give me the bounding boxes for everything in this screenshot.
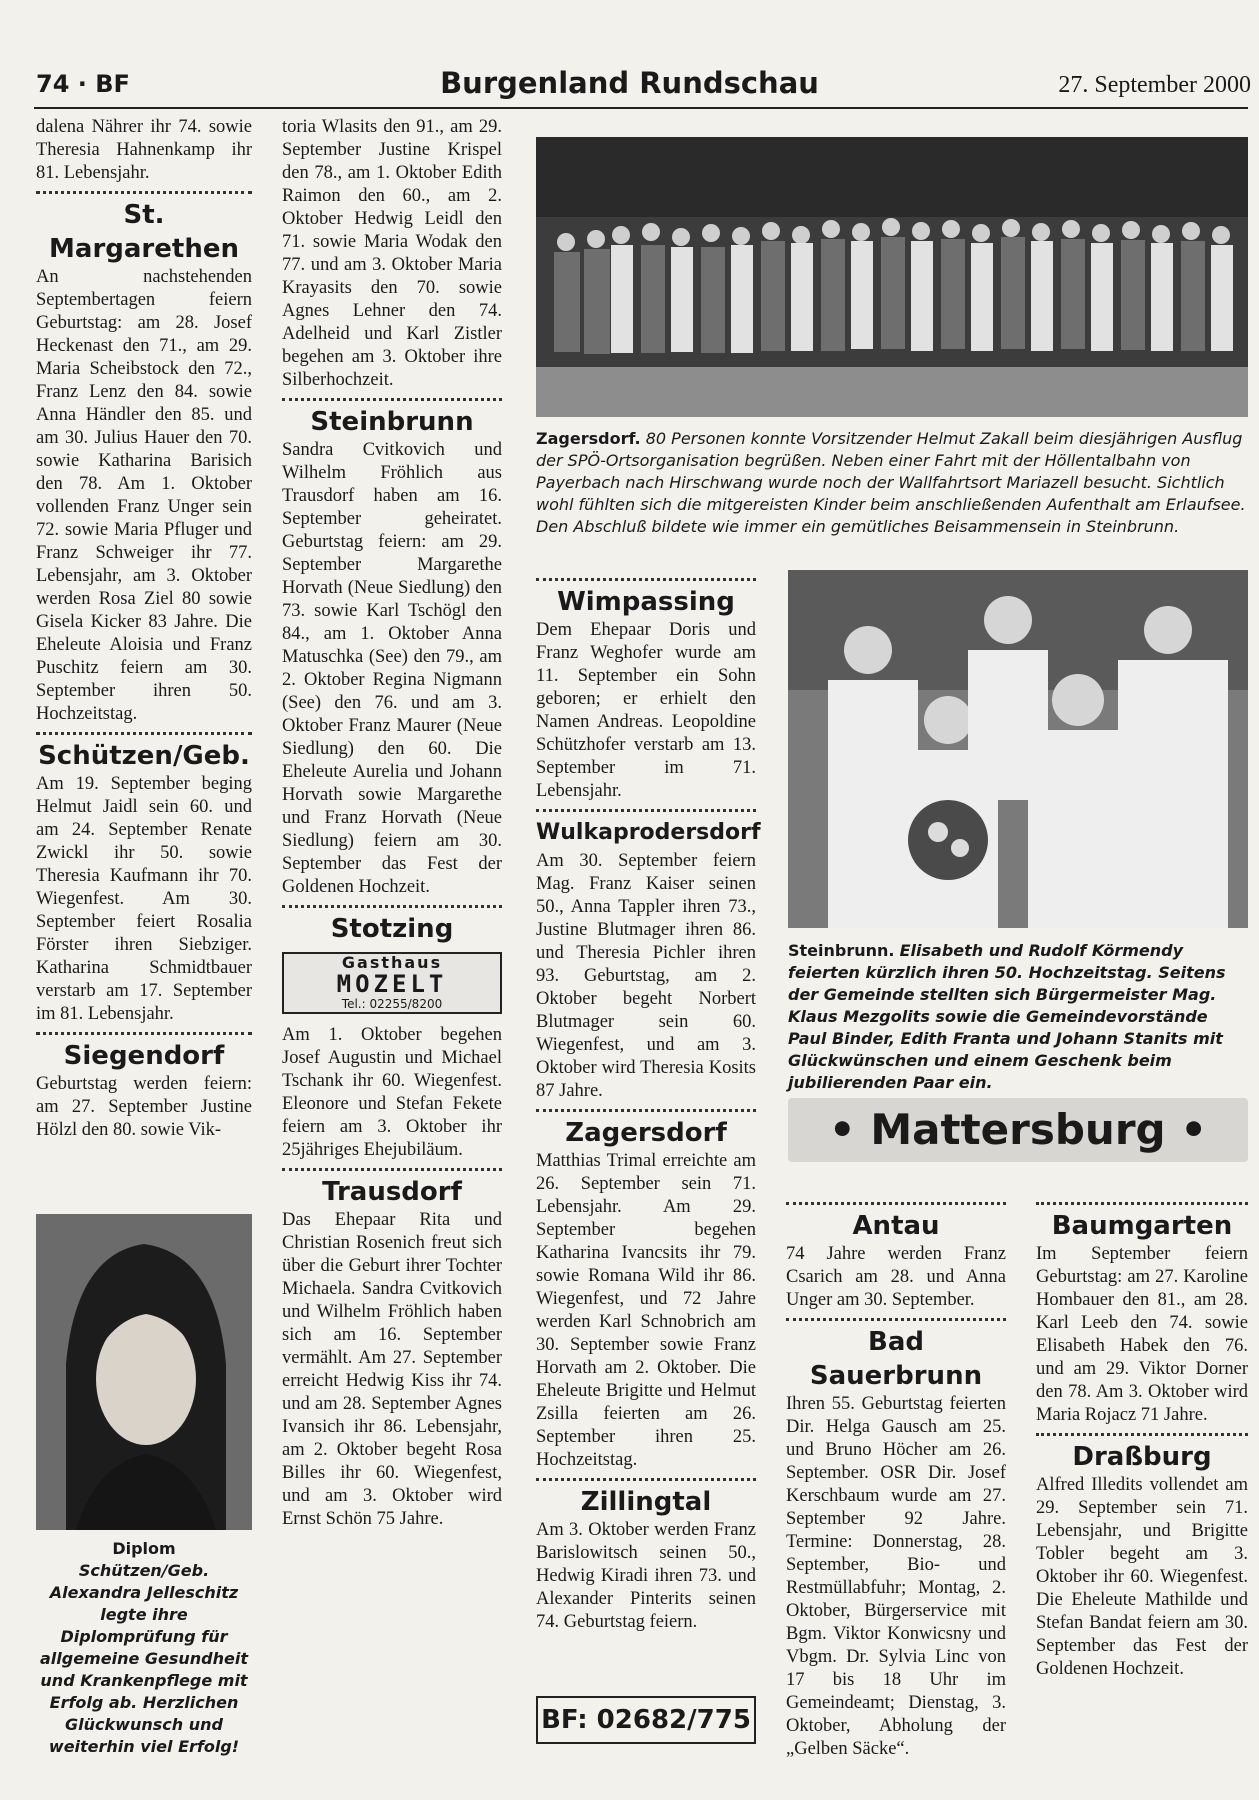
ad-mozelt: MOZELT: [336, 970, 448, 998]
page-number: 74 · BF: [36, 70, 130, 98]
col2-stotzing-text: Am 1. Oktober begehen Josef Augustin und Michael Tschank ihr 60. Wiegenfest. Eleonore und Stefan Fekete feiern am 3. Oktober ihr 25jähriges Ehejubiläum.: [282, 1025, 502, 1160]
group-photo-image: [536, 137, 1248, 417]
portrait-caption: [36, 1538, 252, 1758]
column-1: [36, 116, 252, 1142]
header-rule: [34, 107, 1248, 109]
column-5: [1036, 1196, 1248, 1681]
bf-phone-box: BF: 02682/775: [536, 1696, 756, 1744]
caption-place-steinbrunn: Steinbrunn.: [788, 941, 895, 960]
divider: [36, 1032, 252, 1035]
heading-bad-sauerbrunn: Bad Sauerbrunn: [809, 1327, 983, 1391]
gasthaus-mozelt-ad: [282, 952, 502, 1014]
heading-zagersdorf: Zagersdorf: [565, 1118, 727, 1148]
divider: [786, 1318, 1006, 1321]
col3-zagersdorf-text: Matthias Trimal erreichte am 26. September sein 71. Lebensjahr. Am 29. September begehen Katharina Ivancsits ihr 79. sowie Romana Wild ihr 86. Wiegenfest, und 72 Jahre werden Karl Schnobrich am 30. September sowie Franz Horvath am 2. Oktober. Die Eheleute Brigitte und Helmut Zsilla feierten am 26. September ihren 25. Hochzeitstag.: [536, 1151, 756, 1470]
divider: [36, 191, 252, 194]
caption-text-zagersdorf: 80 Personen konnte Vorsitzender Helmut Zakall beim diesjährigen Ausflug der SPÖ-Ortsorganisation begrüßen. Neben einer Fahrt mit der Höllentalbahn von Payerbach nach Hirschwang wurde noch der Wallfahrtsort Mariazell besucht. Sichtlich wohl fühlten sich die mitgereisten Kinder beim anschließenden Aufenthalt am Erlaufsee. Den Abschluß bildete wie immer ein gemütliches Beisammensein in Steinbrunn.: [536, 429, 1246, 536]
divider: [36, 732, 252, 735]
newspaper-title: Burgenland Rundschau: [440, 66, 819, 100]
divider: [536, 578, 756, 581]
column-2: [282, 116, 502, 1531]
divider: [282, 905, 502, 908]
col1-schuetzen-text: Am 19. September beging Helmut Jaidl sein 60. und am 24. September Renate Zwickl ihr 50. sowie Theresia Kaufmann ihr 70. Wiegenfest. Am 30. September feiert Rosalia Förster ihren Siebziger. Katharina Schmidtbauer verstarb am 17. September im 81. Lebensjahr.: [36, 774, 252, 1024]
heading-schuetzen: Schützen/Geb.: [38, 741, 250, 771]
issue-date: 27. September 2000: [1058, 72, 1251, 98]
divider: [536, 1109, 756, 1112]
heading-baumgarten: Baumgarten: [1051, 1211, 1233, 1241]
ad-gasthaus: Gasthaus: [341, 953, 443, 972]
col2-intro: toria Wlasits den 91., am 29. September Justine Krispel den 78., am 1. Oktober Edith Raimon den 60., am 2. Oktober Hedwig Leidl den 71. sowie Maria Wodak den 77. und am 3. Oktober Maria Krayasits den 70. sowie Agnes Lehner den 74. Adelheid und Karl Zistler begehen am 3. Oktober ihre Silberhochzeit.: [282, 117, 502, 390]
group-photo-caption: [536, 428, 1248, 538]
col4-antau-text: 74 Jahre werden Franz Csarich am 28. und Anna Unger am 30. September.: [786, 1244, 1006, 1310]
caption-place-zagersdorf: Zagersdorf.: [536, 429, 641, 448]
col2-steinbrunn-text: Sandra Cvitkovich und Wilhelm Fröhlich aus Trausdorf haben am 16. September geheiratet. Geburtstag feiern: am 29. September Margarethe Horvath (Neue Siedlung) den 73. sowie Karl Tschögl den 84., am 1. Oktober Anna Matuschka (See) den 79., am 2. Oktober Regina Nigmann (See) den 76. und am 3. Oktober Franz Maurer (Neue Siedlung) den 60. Die Eheleute Aurelia und Johann Horvath sowie Margarethe und Franz Horvath (Neue Siedlung) feiern am 30. September das Fest der Goldenen Hochzeit.: [282, 440, 502, 897]
divider: [786, 1202, 1006, 1205]
portrait-caption-title: Diplom: [112, 1539, 176, 1558]
col1-st-margarethen-text: An nachstehenden Septembertagen feiern Geburtstag: am 28. Josef Heckenast den 71., am 29. Maria Scheibstock den 72., Franz Lenz den 84. sowie Anna Händler den 85. und am 30. Julius Hauer den 70. sowie Katharina Barisich den 78. Am 1. Oktober vollenden Franz Unger sein 72. sowie Maria Pfluger und Franz Schweiger ihr 77. Lebensjahr, am 3. Oktober werden Rosa Ziel 80 sowie Gisela Kicker 83 Jahre. Die Eheleute Aloisia und Franz Puschitz feiern am 30. September ihren 50. Hochzeitstag.: [36, 267, 252, 724]
column-4: [786, 1196, 1006, 1761]
couple-photo-image: [788, 570, 1248, 928]
divider: [282, 1168, 502, 1171]
heading-antau: Antau: [852, 1211, 940, 1241]
portrait-caption-text: Schützen/Geb. Alexandra Jelleschitz legte ihre Diplomprüfung für allgemeine Gesundheit und Krankenpflege mit Erfolg ab. Herzlichen Glückwunsch und weiterhin viel Erfolg!: [39, 1561, 248, 1756]
portrait-image: [36, 1214, 252, 1530]
col1-siegendorf-text: Geburtstag werden feiern: am 27. September Justine Hölzl den 80. sowie Vik-: [36, 1074, 252, 1140]
heading-steinbrunn: Steinbrunn: [310, 407, 474, 437]
caption-text-steinbrunn: Elisabeth und Rudolf Körmendy feierten kürzlich ihren 50. Hochzeitstag. Seitens der Gemeinde stellten sich Bürgermeister Mag. Klaus Mezgolits sowie die Gemeindevorstände Paul Binder, Edith Franta und Johann Stanits mit Glückwünschen und einem Geschenk beim jubilierenden Paar ein.: [788, 941, 1226, 1092]
divider: [536, 809, 756, 812]
heading-wimpassing: Wimpassing: [557, 587, 735, 617]
group-photo-zagersdorf: [536, 137, 1248, 417]
col3-wimpassing-text: Dem Ehepaar Doris und Franz Weghofer wurde am 11. September ein Sohn geboren; er erhielt den Namen Andreas. Leopoldine Schützhofer verstarb am 13. September im 71. Lebensjahr.: [536, 620, 756, 801]
col3-zillingtal-text: Am 3. Oktober werden Franz Barislowitsch seinen 50., Hedwig Kiradi ihren 73. und Alexander Pinterits seinen 74. Geburtstag feiern.: [536, 1520, 756, 1632]
col5-drassburg-text: Alfred Illedits vollendet am 29. September sein 71. Lebensjahr, und Brigitte Tobler begeht am 3. Oktober ihr 60. Wiegenfest. Die Eheleute Mathilde und Stefan Bandat feiern am 30. September das Fest der Goldenen Hochzeit.: [1036, 1475, 1248, 1679]
portrait-photo: [36, 1214, 252, 1530]
heading-st-margarethen: St. Margarethen: [49, 200, 239, 264]
couple-photo-caption: [788, 940, 1248, 1094]
divider: [1036, 1202, 1248, 1205]
column-3: [536, 572, 761, 1634]
couple-photo-steinbrunn: [788, 570, 1248, 928]
divider: [536, 1478, 756, 1481]
col3-wulkaprodersdorf-text: Am 30. September feiern Mag. Franz Kaiser seinen 50., Anna Tappler ihren 73., Justine Blutmager ihren 86. und Theresia Pichler ihren 93. Geburtstag, am 2. Oktober begeht Norbert Blutmager sein 60. Wiegenfest, und am 3. Oktober wird Theresia Kosits 87 Jahre.: [536, 851, 756, 1101]
heading-siegendorf: Siegendorf: [63, 1041, 225, 1071]
heading-trausdorf: Trausdorf: [322, 1177, 462, 1207]
heading-stotzing: Stotzing: [330, 914, 454, 944]
divider: [282, 398, 502, 401]
col1-intro: dalena Nährer ihr 74. sowie Theresia Hahnenkamp ihr 81. Lebensjahr.: [36, 117, 252, 183]
col5-baumgarten-text: Im September feiern Geburtstag: am 27. Karoline Hombauer den 81., am 28. Karl Leeb den 74. sowie Elisabeth Habek den 76. und am 29. Viktor Dorner den 78. Am 3. Oktober wird Maria Rojacz 71 Jahre.: [1036, 1244, 1248, 1425]
col4-bad-sauerbrunn-text: Ihren 55. Geburtstag feierten Dir. Helga Gausch am 25. und Bruno Höcher am 26. September. OSR Dir. Josef Kerschbaum wurde am 27. September 92 Jahre. Termine: Donnerstag, 28. September, Bio- und Restmüllabfuhr; Montag, 2. Oktober, Bürgerservice mit Bgm. Viktor Konwicsny und Vbgm. Dr. Sylvia Linc von 17 bis 18 Uhr im Gemeindeamt; Dienstag, 3. Oktober, Abholung der „Gelben Säcke“.: [786, 1394, 1006, 1759]
section-band-mattersburg: • Mattersburg •: [788, 1098, 1248, 1162]
divider: [1036, 1433, 1248, 1436]
heading-zillingtal: Zillingtal: [580, 1487, 712, 1517]
heading-wulkaprodersdorf: Wulkaprodersdorf: [536, 820, 761, 845]
col2-trausdorf-text: Das Ehepaar Rita und Christian Rosenich freut sich über die Geburt ihrer Tochter Michaela. Sandra Cvitkovich und Wilhelm Fröhlich haben sich am 16. September vermählt. Am 27. September erreicht Hedwig Kiss ihr 74. und am 28. September Agnes Ivansich ihr 86. Lebensjahr, am 2. Oktober begeht Rosa Billes ihr 60. Wiegenfest, und am 3. Oktober wird Ernst Schön 75 Jahre.: [282, 1210, 502, 1529]
ad-phone: Tel.: 02255/8200: [341, 997, 443, 1011]
heading-drassburg: Draßburg: [1072, 1442, 1212, 1472]
